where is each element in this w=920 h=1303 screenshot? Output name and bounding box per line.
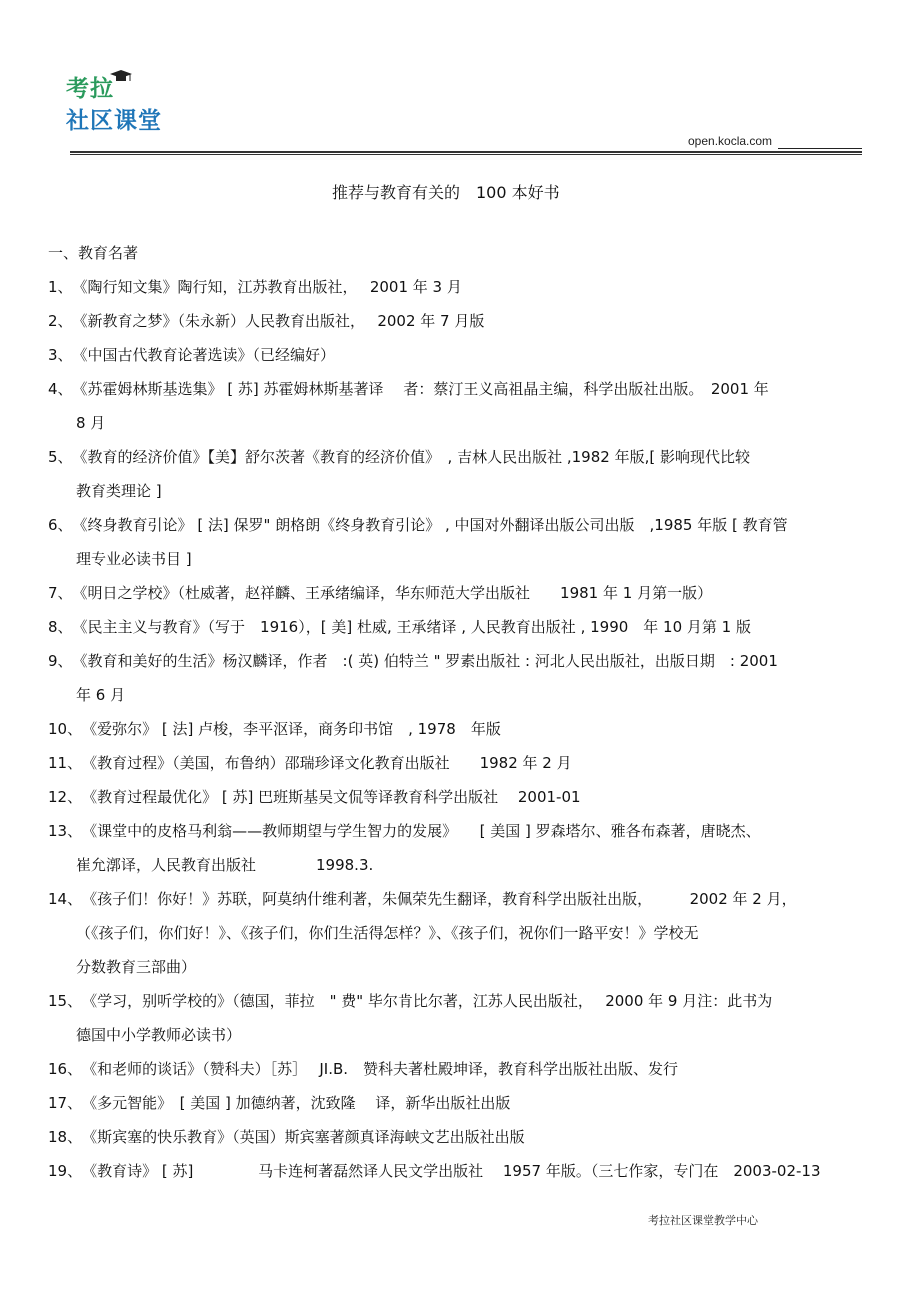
list-item-continuation: 年 6 月 xyxy=(76,686,126,704)
list-item-number: 10、 xyxy=(48,720,83,738)
list-item-continuation: 8 月 xyxy=(76,414,106,432)
list-item-continuation: 德国中小学教师必读书） xyxy=(76,1026,242,1044)
list-item-continuation: 理专业必读书目 ] xyxy=(76,550,192,568)
list-item-number: 8、 xyxy=(48,618,73,636)
list-item-number: 11、 xyxy=(48,754,83,772)
list-item xyxy=(48,712,894,746)
list-item xyxy=(48,576,894,610)
list-item-number: 14、 xyxy=(48,890,83,908)
list-item-text: 《教育诗》 [ 苏] 马卡连柯著磊然译人民文学出版社 1957 年版。（三七作家，专门在 2003-02-13 xyxy=(82,1162,821,1180)
url-underline xyxy=(778,148,862,149)
list-item-number: 12、 xyxy=(48,788,83,806)
list-item-number: 1、 xyxy=(48,278,73,296)
list-item xyxy=(48,610,894,644)
list-item-number: 16、 xyxy=(48,1060,83,1078)
book-list xyxy=(48,236,894,1188)
list-item xyxy=(48,644,894,678)
list-item-continuation: 分数教育三部曲） xyxy=(76,958,197,976)
list-item-text: 《孩子们！你好！》苏联，阿莫纳什维利著，朱佩荣先生翻译，教育科学出版社出版， 2002 年 2 月， xyxy=(82,890,797,908)
list-item-continuation: 教育类理论 ] xyxy=(76,482,162,500)
list-item xyxy=(48,1120,894,1154)
list-item-text: 《多元智能》 [ 美国 ] 加德纳著，沈致隆 译，新华出版社出版 xyxy=(82,1094,511,1112)
section-heading: 一、教育名著 xyxy=(48,244,139,262)
list-item xyxy=(48,780,894,814)
list-item-number: 19、 xyxy=(48,1162,83,1180)
list-item-continuation: （《孩子们，你们好！》、《孩子们，你们生活得怎样？》、《孩子们，祝你们一路平安！》学校无 xyxy=(76,924,699,942)
list-item-text: 《教育和美好的生活》杨汉麟译，作者 :( 英) 伯特兰 " 罗素出版社 : 河北人民出版社，出版日期 : 2001 xyxy=(72,652,778,670)
list-item-text: 《新教育之梦》（朱永新）人民教育出版社， 2002 年 7 月版 xyxy=(72,312,485,330)
list-item-text: 《教育过程》（美国，布鲁纳）邵瑞珍译文化教育出版社 1982 年 2 月 xyxy=(82,754,572,772)
list-item-text: 《明日之学校》（杜威著，赵祥麟、王承绪编译，华东师范大学出版社 1981 年 1 月第一版） xyxy=(72,584,713,602)
list-item-number: 6、 xyxy=(48,516,73,534)
list-item-text: 《爱弥尔》 [ 法] 卢梭，李平沤译，商务印书馆 , 1978 年版 xyxy=(82,720,501,738)
list-item-number: 3、 xyxy=(48,346,73,364)
list-item xyxy=(48,984,894,1018)
header-rule-thin xyxy=(70,154,862,155)
list-item xyxy=(48,304,894,338)
list-item xyxy=(48,1052,894,1086)
list-item-number: 2、 xyxy=(48,312,73,330)
list-item-text: 《苏霍姆林斯基选集》 [ 苏] 苏霍姆林斯基著译 者：蔡汀王义高祖晶主编，科学出版社出版。 2001 年 xyxy=(72,380,769,398)
list-item-text: 《课堂中的皮格马利翁——教师期望与学生智力的发展》 [ 美国 ] 罗森塔尔、雅各布森著，唐晓杰、 xyxy=(82,822,761,840)
list-item xyxy=(48,746,894,780)
list-item xyxy=(48,270,894,304)
list-item xyxy=(48,372,894,406)
header-url[interactable]: open.kocla.com xyxy=(688,134,773,148)
logo xyxy=(66,74,196,138)
list-item-text: 《教育过程最优化》 [ 苏] 巴班斯基吴文侃等译教育科学出版社 2001-01 xyxy=(82,788,581,806)
list-item xyxy=(48,1086,894,1120)
graduation-cap-icon xyxy=(110,70,132,84)
list-item-text: 《中国古代教育论著选读》（已经编好） xyxy=(72,346,336,364)
list-item xyxy=(48,814,894,848)
list-item-text: 《斯宾塞的快乐教育》（英国）斯宾塞著颜真译海峡文艺出版社出版 xyxy=(82,1128,525,1146)
list-item xyxy=(48,1154,894,1188)
list-item-text: 《陶行知文集》陶行知，江苏教育出版社， 2001 年 3 月 xyxy=(72,278,462,296)
list-item xyxy=(48,440,894,474)
list-item-text: 《教育的经济价值》【美】舒尔茨著《教育的经济价值》 , 吉林人民出版社 ,1982 年版,[ 影响现代比较 xyxy=(72,448,750,466)
list-item-continuation: 崔允漷译，人民教育出版社 1998.3. xyxy=(76,856,374,874)
logo-text-shequ-ketang: 社区课堂 xyxy=(66,108,162,134)
document-title: 推荐与教育有关的 100 本好书 xyxy=(332,183,560,202)
list-item-text: 《学习，别听学校的》（德国，菲拉 " 费" 毕尔肯比尔著，江苏人民出版社， 2000 年 9 月注：此书为 xyxy=(82,992,773,1010)
list-item-number: 4、 xyxy=(48,380,73,398)
list-item-number: 18、 xyxy=(48,1128,83,1146)
list-item-number: 5、 xyxy=(48,448,73,466)
list-item-text: 《民主主义与教育》（写于 1916），[ 美] 杜威, 王承绪译 , 人民教育出版社 , 1990 年 10 月第 1 版 xyxy=(72,618,751,636)
list-item xyxy=(48,508,894,542)
list-item-text: 《和老师的谈话》（赞科夫）［苏］ JI.B. 赞科夫著杜殿坤译，教育科学出版社出版、发行 xyxy=(82,1060,679,1078)
list-item-number: 17、 xyxy=(48,1094,83,1112)
header-rule xyxy=(70,151,862,153)
list-item-number: 15、 xyxy=(48,992,83,1010)
list-item xyxy=(48,338,894,372)
list-item-number: 7、 xyxy=(48,584,73,602)
list-item xyxy=(48,882,894,916)
page-footer: 考拉社区课堂教学中心 xyxy=(648,1214,758,1227)
logo-text-kaola: 考拉 xyxy=(66,76,114,102)
list-item-number: 9、 xyxy=(48,652,73,670)
list-item-number: 13、 xyxy=(48,822,83,840)
list-item-text: 《终身教育引论》 [ 法] 保罗" 朗格朗《终身教育引论》 , 中国对外翻译出版公司出版 ,1985 年版 [ 教育管 xyxy=(72,516,788,534)
